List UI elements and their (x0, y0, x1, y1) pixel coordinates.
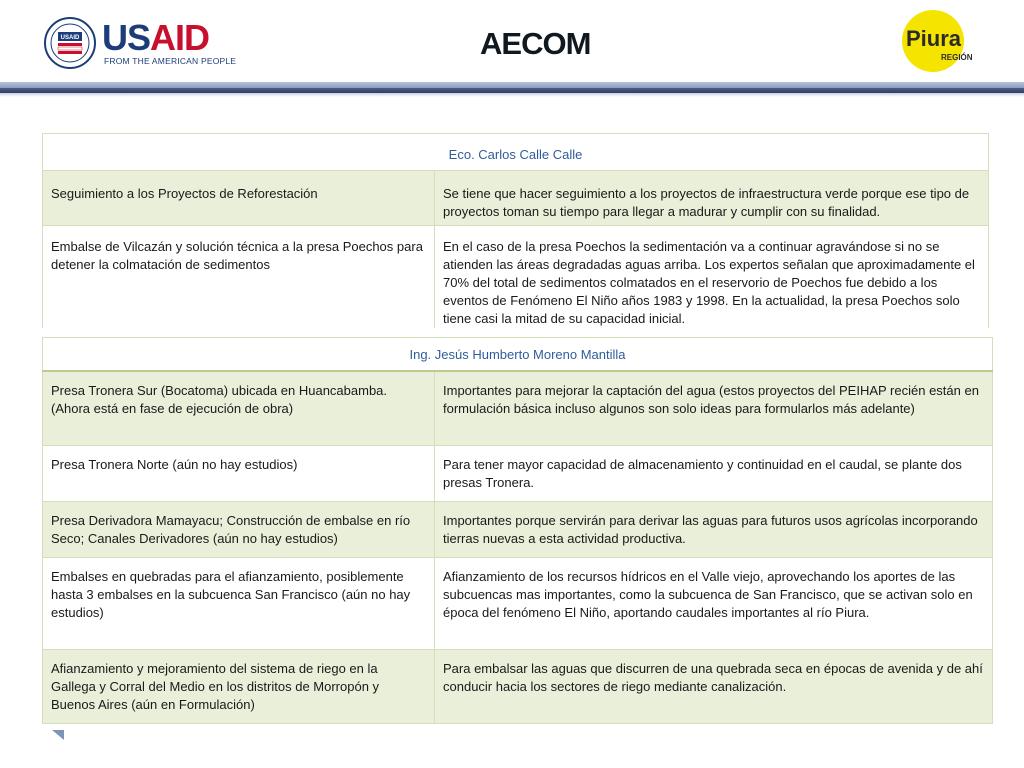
table-row (43, 371, 993, 445)
usaid-wordmark (102, 17, 210, 58)
comment-cell: Para tener mayor capacidad de almacenamiento y continuidad en el caudal, se plante dos presas Tronera. (435, 445, 993, 501)
usaid-seal-logo (44, 17, 96, 69)
table-row (43, 649, 993, 723)
comment-cell: Importantes para mejorar la captación del agua (estos proyectos del PEIHAP recién están en formulación básica incluso algunos son solo ideas para formularlos más adelante) (435, 371, 993, 445)
piura-logo-sub: REGIÓN (941, 53, 973, 62)
comment-cell: Se tiene que hacer seguimiento a los proyectos de infraestructura verde porque ese tipo de proyectos toman su tiempo para llegar a madurar y cumplir con su finalidad. (435, 171, 989, 226)
piura-region-logo (896, 9, 986, 73)
comment-cell: Afianzamiento de los recursos hídricos en el Valle viejo, aprovechando los aportes de las subcuencas mas importantes, como la subcuenca de San Francisco, que se activan solo en época del fenómeno El Niño, aportando caudales importantes al río Piura. (435, 557, 993, 649)
slide-header (0, 0, 1024, 82)
table-heading: Ing. Jesús Humberto Moreno Mantilla (43, 338, 993, 372)
project-cell: Seguimiento a los Proyectos de Reforestación (43, 171, 435, 226)
header-band-fade (0, 93, 1024, 97)
usaid-seal-label: USAID (60, 35, 80, 41)
project-cell: Presa Tronera Norte (aún no hay estudios) (43, 445, 435, 501)
comment-cell: En el caso de la presa Poechos la sedimentación va a continuar agravándose si no se atienden las áreas degradadas aguas arriba. Los expertos señalan que aproximadamente el 70% del total de sedimentos colmatados en el reservorio de Poechos fue debido a los eventos de Fenómeno El Niño años 1983 y 1998. En la actualidad, la presa Poechos solo tiene casi la mitad de su capacidad inicial. (435, 226, 989, 329)
table-heading: Eco. Carlos Calle Calle (43, 134, 989, 171)
project-cell: Embalses en quebradas para el afianzamiento, posiblemente hasta 3 embalses en la subcuenca San Francisco (aún no hay estudios) (43, 557, 435, 649)
usaid-word-aid: AID (150, 17, 210, 58)
project-cell: Presa Derivadora Mamayacu; Construcción de embalse en río Seco; Canales Derivadores (aún no hay estudios) (43, 501, 435, 557)
table-heading-row (43, 134, 989, 171)
piura-logo-word: Piura (906, 26, 962, 51)
usaid-word-us: US (102, 17, 151, 58)
table-heading-row (43, 338, 993, 372)
aecom-logo: AECOM (480, 26, 591, 61)
project-cell: Afianzamiento y mejoramiento del sistema de riego en la Gallega y Corral del Medio en los distritos de Morropón y Buenos Aires (aún en Formulación) (43, 649, 435, 723)
table-row (43, 557, 993, 649)
table-row (43, 501, 993, 557)
table-carlos-calle-container (40, 130, 995, 328)
comment-cell: Para embalsar las aguas que discurren de una quebrada seca en épocas de avenida y de ahí conducir hacia los sectores de riego mediante canalización. (435, 649, 993, 723)
table-row (43, 226, 989, 329)
table-row (43, 171, 989, 226)
table-jesus-moreno (42, 337, 993, 724)
table-carlos-calle (42, 133, 989, 328)
project-cell: Embalse de Vilcazán y solución técnica a la presa Poechos para detener la colmatación de sedimentos (43, 226, 435, 329)
slide-corner-triangle (52, 730, 64, 740)
project-cell: Presa Tronera Sur (Bocatoma) ubicada en Huancabamba. (Ahora está en fase de ejecución de obra) (43, 371, 435, 445)
table-row (43, 445, 993, 501)
usaid-tagline: FROM THE AMERICAN PEOPLE (104, 56, 237, 66)
comment-cell: Importantes porque servirán para derivar las aguas para futuros usos agrícolas incorporando tierras nuevas a esta actividad productiva. (435, 501, 993, 557)
